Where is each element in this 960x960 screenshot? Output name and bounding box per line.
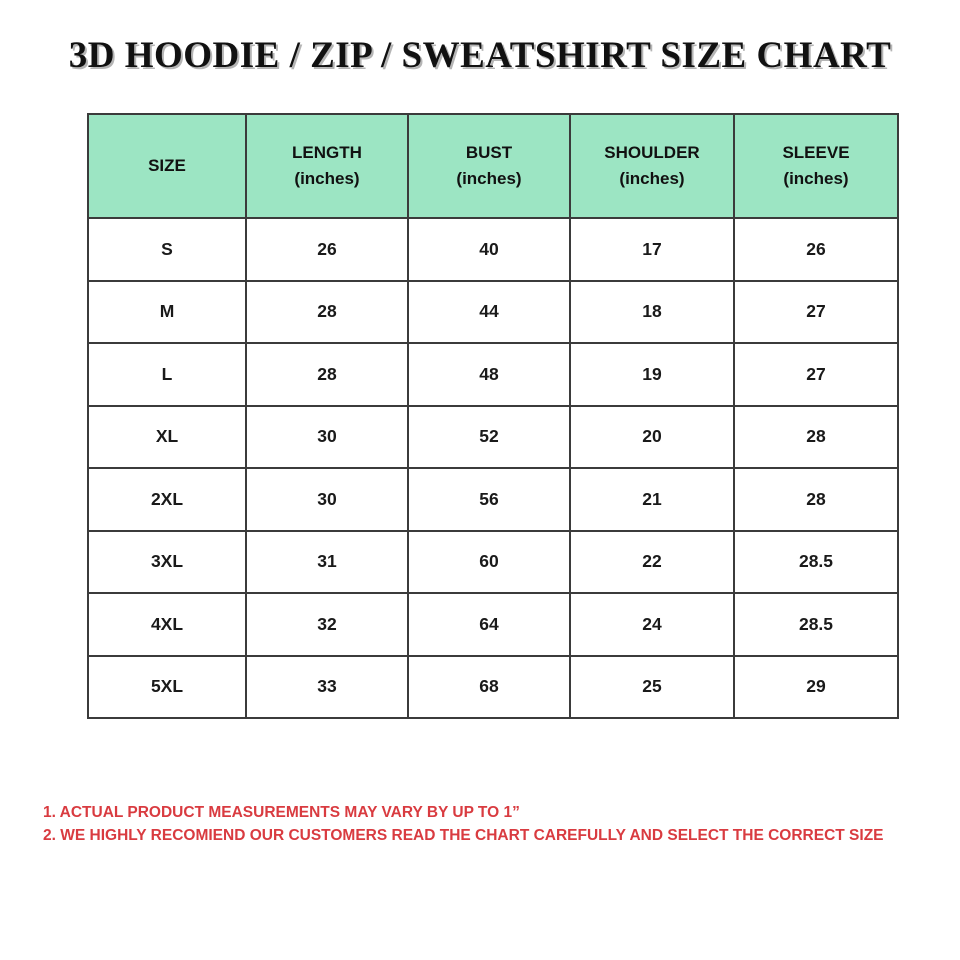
- header-sublabel: (inches): [456, 169, 522, 188]
- table-row-l: [88, 343, 898, 406]
- cell-shoulder: 21: [570, 468, 734, 531]
- table-row-2xl: [88, 468, 898, 531]
- page-title: 3D HOODIE / ZIP / SWEATSHIRT SIZE CHART: [68, 35, 892, 76]
- cell-length: 32: [246, 593, 408, 656]
- cell-sleeve: 28: [734, 406, 898, 469]
- table-row-5xl: [88, 656, 898, 719]
- cell-size: 5XL: [88, 656, 246, 719]
- cell-shoulder: 17: [570, 218, 734, 281]
- cell-shoulder: 19: [570, 343, 734, 406]
- size-chart-body: [88, 218, 898, 718]
- cell-length: 26: [246, 218, 408, 281]
- footnotes: [43, 801, 884, 847]
- cell-length: 28: [246, 343, 408, 406]
- header-cell-length: [246, 114, 408, 218]
- table-row-3xl: [88, 531, 898, 594]
- cell-size: XL: [88, 406, 246, 469]
- header-label: BUST: [465, 143, 513, 162]
- table-row-4xl: [88, 593, 898, 656]
- cell-length: 33: [246, 656, 408, 719]
- cell-length: 30: [246, 406, 408, 469]
- cell-bust: 64: [408, 593, 570, 656]
- header-label: SLEEVE: [782, 143, 850, 162]
- cell-bust: 40: [408, 218, 570, 281]
- header-cell-sleeve: [734, 114, 898, 218]
- cell-bust: 48: [408, 343, 570, 406]
- cell-sleeve: 26: [734, 218, 898, 281]
- cell-sleeve: 27: [734, 343, 898, 406]
- table-row-s: [88, 218, 898, 281]
- header-cell-size: [88, 114, 246, 218]
- cell-shoulder: 22: [570, 531, 734, 594]
- cell-length: 28: [246, 281, 408, 344]
- cell-size: S: [88, 218, 246, 281]
- cell-size: 2XL: [88, 468, 246, 531]
- cell-bust: 52: [408, 406, 570, 469]
- cell-sleeve: 29: [734, 656, 898, 719]
- cell-size: M: [88, 281, 246, 344]
- footnote-read-chart: 2. WE HIGHLY RECOMIEND OUR CUSTOMERS READ THE CHART CAREFULLY AND SELECT THE CORRECT SIZE: [43, 827, 884, 844]
- cell-size: L: [88, 343, 246, 406]
- header-row: [88, 114, 898, 218]
- cell-shoulder: 25: [570, 656, 734, 719]
- table-row-xl: [88, 406, 898, 469]
- table-row-m: [88, 281, 898, 344]
- size-chart-header: [88, 114, 898, 218]
- cell-length: 31: [246, 531, 408, 594]
- cell-shoulder: 18: [570, 281, 734, 344]
- cell-sleeve: 28.5: [734, 593, 898, 656]
- cell-length: 30: [246, 468, 408, 531]
- cell-shoulder: 24: [570, 593, 734, 656]
- size-chart-table: [87, 113, 899, 719]
- cell-bust: 60: [408, 531, 570, 594]
- cell-size: 4XL: [88, 593, 246, 656]
- header-sublabel: (inches): [783, 169, 849, 188]
- cell-shoulder: 20: [570, 406, 734, 469]
- header-cell-shoulder: [570, 114, 734, 218]
- header-label: LENGTH: [292, 143, 362, 162]
- cell-bust: 56: [408, 468, 570, 531]
- header-cell-bust: [408, 114, 570, 218]
- header-label: SIZE: [148, 156, 186, 175]
- cell-sleeve: 28: [734, 468, 898, 531]
- cell-sleeve: 27: [734, 281, 898, 344]
- cell-sleeve: 28.5: [734, 531, 898, 594]
- cell-bust: 68: [408, 656, 570, 719]
- header-sublabel: (inches): [294, 169, 360, 188]
- cell-bust: 44: [408, 281, 570, 344]
- cell-size: 3XL: [88, 531, 246, 594]
- header-label: SHOULDER: [604, 143, 700, 162]
- footnote-measurement-variance: 1. ACTUAL PRODUCT MEASUREMENTS MAY VARY BY UP TO 1”: [43, 804, 520, 821]
- header-sublabel: (inches): [619, 169, 685, 188]
